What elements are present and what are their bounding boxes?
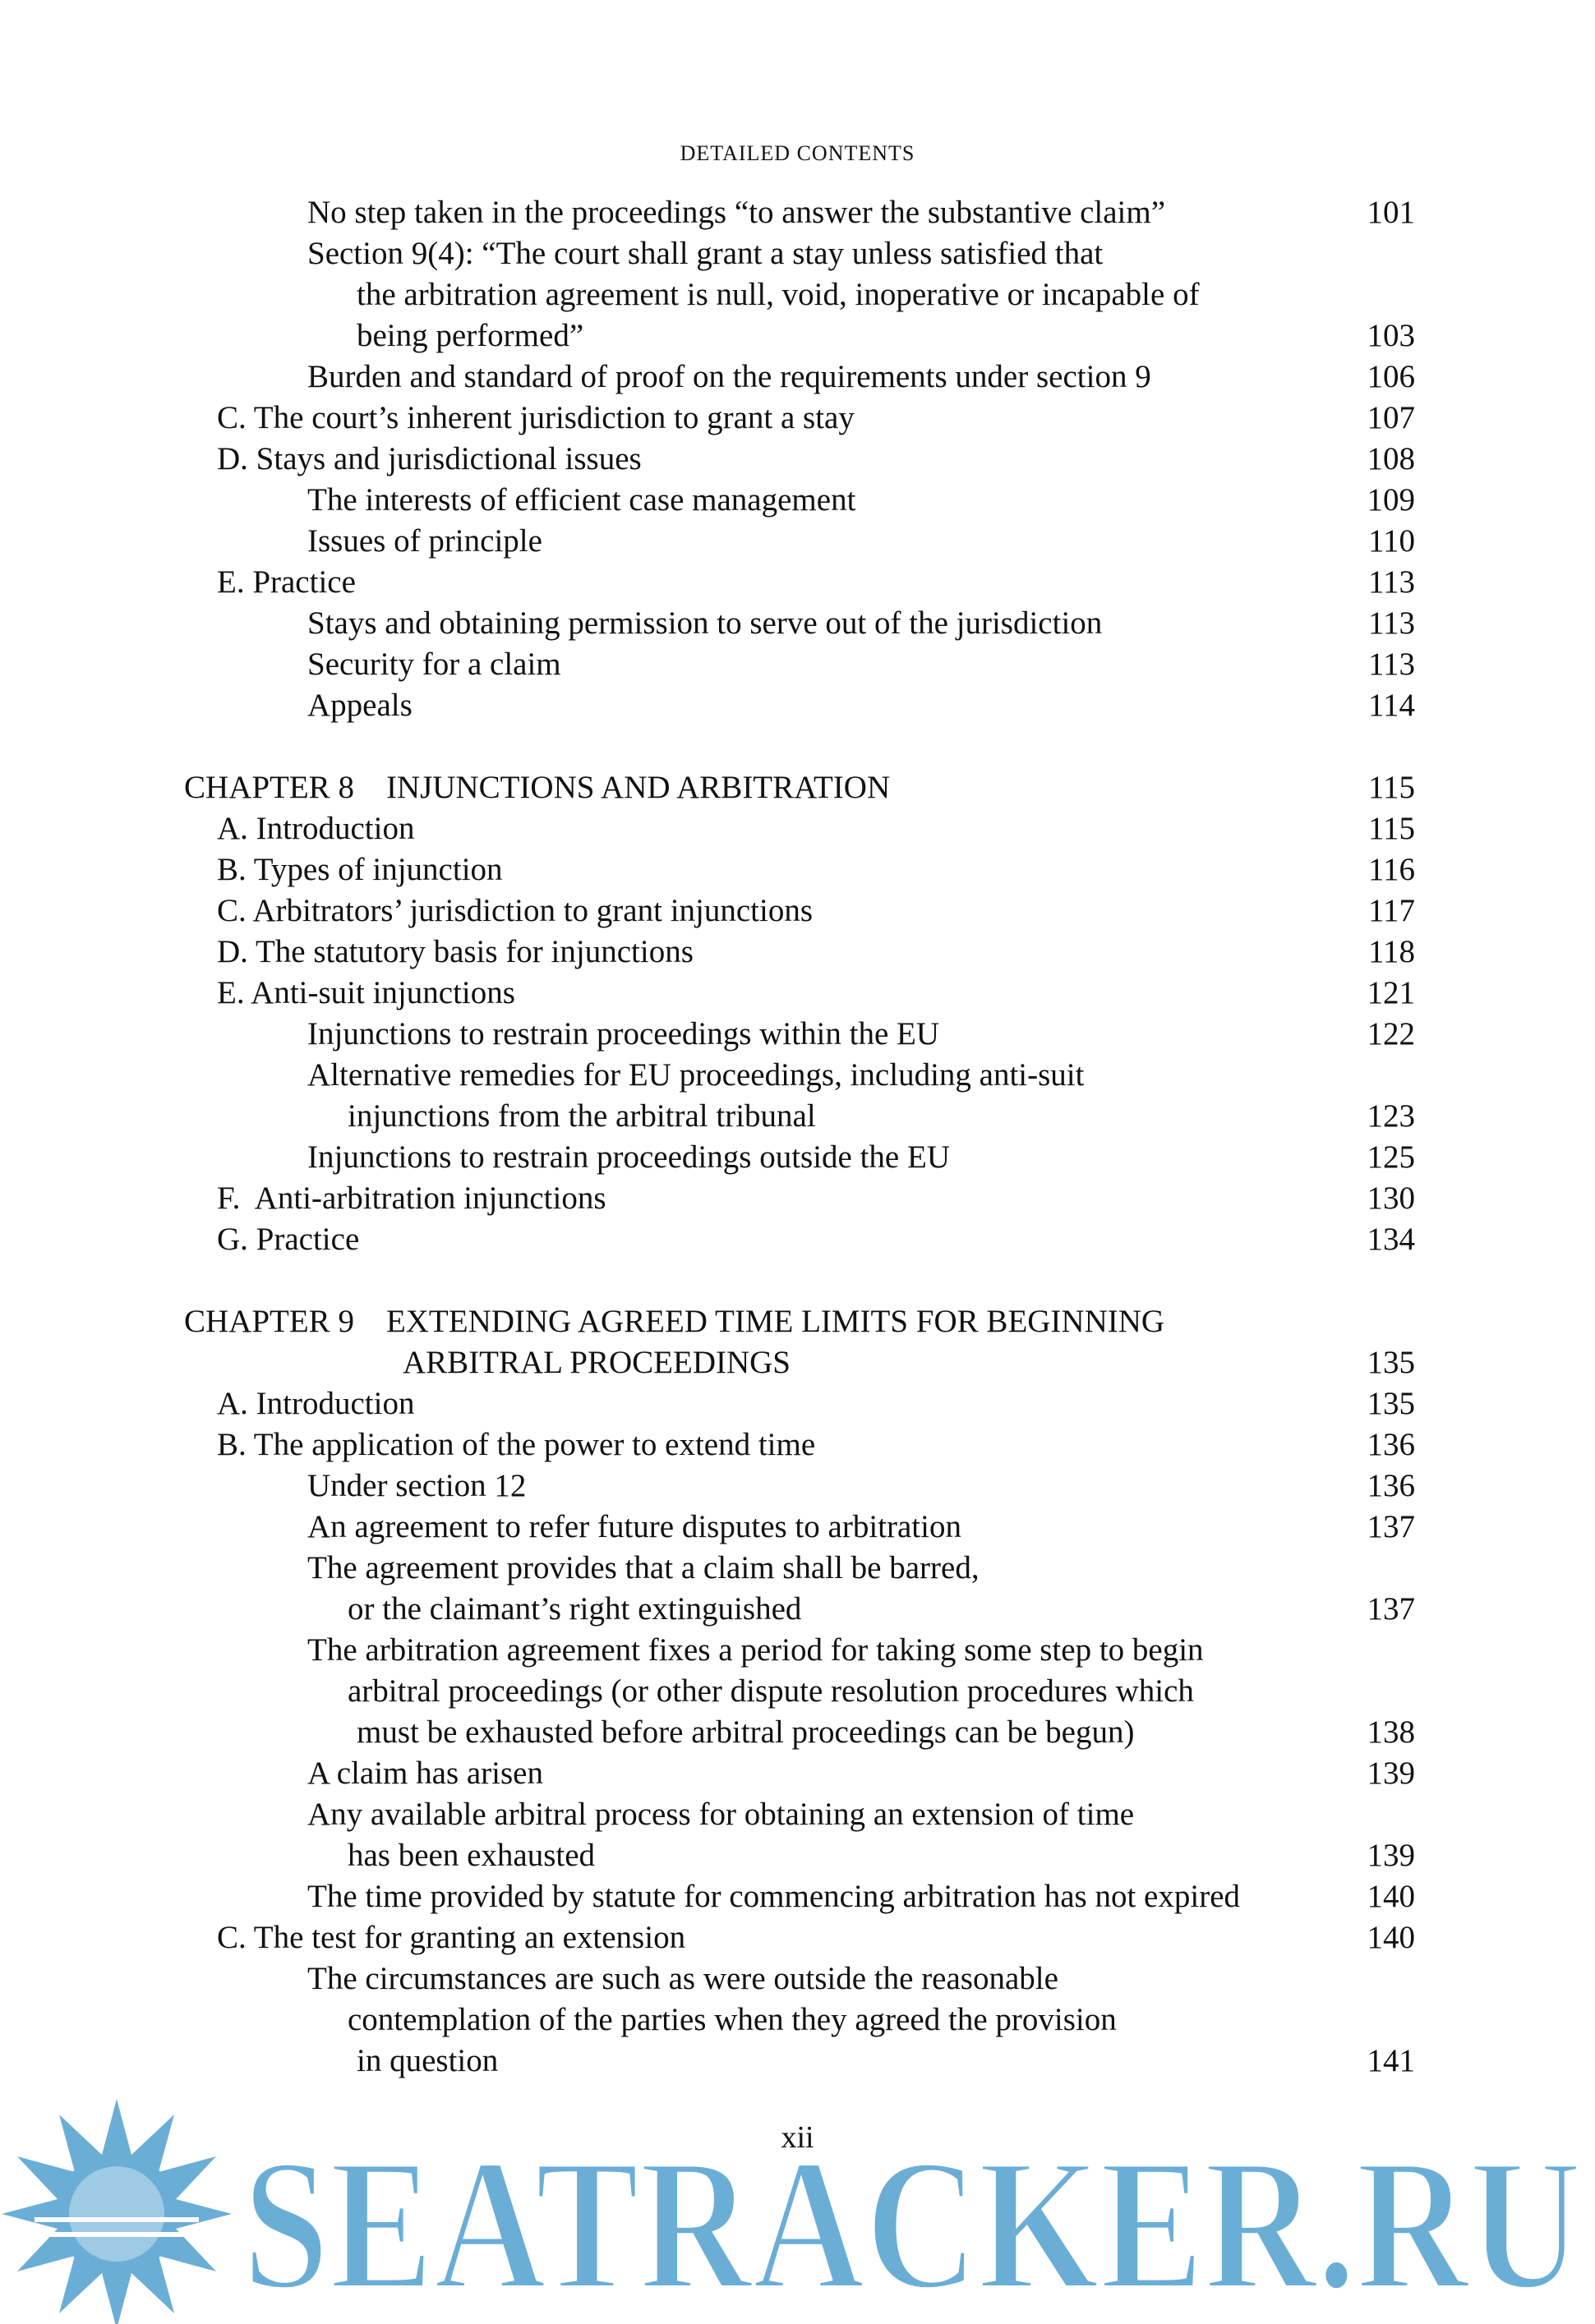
toc-entry-page: 141 [1367, 2043, 1415, 2078]
toc-entry-text: An agreement to refer future disputes to arbitration [307, 1509, 961, 1544]
toc-entry-text: D. Stays and jurisdictional issues [217, 441, 642, 476]
toc-entry-text: G. Practice [217, 1222, 360, 1257]
chapter-heading [0, 1301, 1595, 1342]
toc-entry-page: 109 [1367, 482, 1415, 518]
toc-entry-text: Burden and standard of proof on the requirements under section 9 [307, 359, 1151, 394]
toc-entry-page: 113 [1367, 605, 1415, 641]
toc-entry-page: 137 [1367, 1591, 1415, 1627]
toc-entry-page: 103 [1367, 318, 1415, 353]
toc-entry-text: The interests of efficient case management [307, 482, 856, 518]
toc-entry-page: 107 [1367, 400, 1415, 435]
toc-entry-text: ARBITRAL PROCEEDINGS [403, 1345, 791, 1380]
toc-entry-page: 130 [1367, 1180, 1415, 1216]
toc-entry-text: A claim has arisen [307, 1756, 543, 1791]
toc-entry-page: 113 [1367, 564, 1415, 600]
toc-entry [0, 1712, 1595, 1753]
toc-entry-text: the arbitration agreement is null, void, inoperative or incapable of [357, 277, 1200, 312]
toc-entry-text: injunctions from the arbitral tribunal [348, 1098, 816, 1134]
toc-entry-text: CHAPTER 9 EXTENDING AGREED TIME LIMITS FOR BEGINNING [184, 1304, 1165, 1339]
toc-entry-page: 125 [1367, 1139, 1415, 1175]
toc-entry-page: 117 [1367, 893, 1415, 928]
toc-entry [0, 1917, 1595, 1958]
toc-entry [0, 808, 1595, 849]
toc-entry [0, 1589, 1595, 1630]
toc-entry [0, 644, 1595, 685]
toc-entry [0, 1671, 1595, 1712]
toc-entry [0, 1014, 1595, 1055]
toc-entry [0, 1466, 1595, 1507]
toc-entry [0, 973, 1595, 1014]
page-number: xii [781, 2120, 814, 2155]
toc-entry [0, 1630, 1595, 1671]
toc-entry-text: E. Anti-suit injunctions [217, 975, 515, 1010]
toc-entry-page: 122 [1367, 1016, 1415, 1052]
toc-entry-text: arbitral proceedings (or other dispute resolution procedures which [348, 1673, 1194, 1709]
toc-entry [0, 1178, 1595, 1219]
toc-entry [0, 1096, 1595, 1137]
toc-entry-text: E. Practice [217, 564, 356, 600]
toc-entry-page: 101 [1367, 195, 1415, 230]
toc-entry-text: has been exhausted [348, 1838, 596, 1873]
toc-entry-page: 139 [1367, 1756, 1415, 1791]
toc-entry [0, 1507, 1595, 1548]
toc-entry [0, 932, 1595, 973]
toc-entry-text: A. Introduction [217, 811, 415, 846]
toc-entry-page: 136 [1367, 1468, 1415, 1503]
toc-entry-text: Section 9(4): “The court shall grant a stay unless satisfied that [307, 236, 1104, 271]
toc-entry-page: 118 [1367, 934, 1415, 969]
toc-entry-text: in question [357, 2043, 499, 2078]
chapter-heading-continued [0, 1342, 1595, 1383]
toc-entry [0, 1055, 1595, 1096]
toc-entry-text: F. Anti-arbitration injunctions [217, 1180, 606, 1216]
toc-entry [0, 1753, 1595, 1794]
toc-entry-page: 139 [1367, 1838, 1415, 1873]
toc-entry [0, 439, 1595, 480]
toc-entry-page: 140 [1367, 1879, 1415, 1914]
toc-entry [0, 1383, 1595, 1424]
toc-entry-page: 116 [1367, 852, 1415, 887]
watermark [0, 2087, 1595, 2324]
toc-entry [0, 1424, 1595, 1466]
toc-entry-page: 106 [1367, 359, 1415, 394]
toc-entry-text: contemplation of the parties when they agreed the provision [348, 2002, 1117, 2037]
toc-entry-text: Injunctions to restrain proceedings outside the EU [307, 1139, 950, 1175]
toc-entry-text: Appeals [307, 688, 413, 723]
toc-entry [0, 1794, 1595, 1835]
toc-entry [0, 1958, 1595, 2000]
toc-entry [0, 890, 1595, 932]
toc-entry [0, 357, 1595, 398]
toc-entry-text: C. The court’s inherent jurisdiction to grant a stay [217, 400, 855, 435]
toc-entry-text: The circumstances are such as were outside the reasonable [307, 1961, 1058, 1996]
toc-entry-text: C. The test for granting an extension [217, 1920, 686, 1955]
toc-entry [0, 1219, 1595, 1260]
toc-entry-page: 136 [1367, 1427, 1415, 1462]
toc-entry-text: Any available arbitral process for obtaining an extension of time [307, 1797, 1135, 1832]
toc-entry [0, 274, 1595, 315]
watermark-text: SEATRACKER.RU [242, 2119, 1582, 2324]
toc-entry-text: The arbitration agreement fixes a period for taking some step to begin [307, 1632, 1204, 1668]
toc-entry-text: Stays and obtaining permission to serve out of the jurisdiction [307, 605, 1103, 641]
toc-entry-page: 135 [1367, 1345, 1415, 1380]
toc-entry-text: D. The statutory basis for injunctions [217, 934, 694, 969]
toc-entry-page: 108 [1367, 441, 1415, 476]
toc-entry [0, 2041, 1595, 2082]
running-header: DETAILED CONTENTS [680, 141, 915, 165]
toc-entry [0, 521, 1595, 562]
toc-entry-text: Injunctions to restrain proceedings within the EU [307, 1016, 939, 1052]
toc-entry [0, 1137, 1595, 1178]
toc-entry [0, 849, 1595, 890]
toc-entry-page: 110 [1367, 523, 1415, 559]
sun-burst-icon [2, 2099, 232, 2324]
toc-entry-text: The time provided by statute for commencing arbitration has not expired [307, 1879, 1240, 1914]
toc-entry [0, 192, 1595, 233]
toc-entry-page: 134 [1367, 1222, 1415, 1257]
toc-entry-text: B. The application of the power to extend time [217, 1427, 816, 1462]
toc-entry [0, 562, 1595, 603]
toc-entry [0, 233, 1595, 274]
toc-entry-text: The agreement provides that a claim shall be barred, [307, 1550, 980, 1585]
toc-entry-page: 115 [1367, 770, 1415, 805]
toc-entry-page: 121 [1367, 975, 1415, 1010]
toc-entry-text: Under section 12 [307, 1468, 527, 1503]
toc-entry [0, 1835, 1595, 1876]
toc-entry-text: being performed” [357, 318, 584, 353]
toc-entry-page: 114 [1367, 688, 1415, 723]
toc-entry-text: A. Introduction [217, 1386, 415, 1421]
toc-entry [0, 1548, 1595, 1589]
toc-entry-page: 137 [1367, 1509, 1415, 1544]
toc-entry-page: 135 [1367, 1386, 1415, 1421]
toc-entry-page: 115 [1367, 811, 1415, 846]
toc-entry-text: or the claimant’s right extinguished [348, 1591, 802, 1627]
toc-entry [0, 398, 1595, 439]
toc-entry-text: CHAPTER 8 INJUNCTIONS AND ARBITRATION [184, 770, 891, 805]
toc-entry-text: Issues of principle [307, 523, 542, 559]
toc-entry [0, 2000, 1595, 2041]
toc-entry-text: No step taken in the proceedings “to answer the substantive claim” [307, 195, 1166, 230]
toc-entry [0, 1876, 1595, 1917]
toc-entry-page: 113 [1367, 647, 1415, 682]
toc-entry-text: Alternative remedies for EU proceedings, including anti-suit [307, 1057, 1085, 1093]
toc-entry-text: C. Arbitrators’ jurisdiction to grant injunctions [217, 893, 814, 928]
toc-entry [0, 685, 1595, 726]
toc-entry [0, 603, 1595, 644]
toc-entry-page: 123 [1367, 1098, 1415, 1134]
toc-entry [0, 315, 1595, 357]
toc-entry-text: B. Types of injunction [217, 852, 503, 887]
chapter-heading [0, 767, 1595, 808]
toc-entry-text: Security for a claim [307, 647, 561, 682]
toc-entry-text: must be exhausted before arbitral proceedings can be begun) [357, 1714, 1135, 1750]
toc-entry-page: 138 [1367, 1714, 1415, 1750]
toc-entry [0, 480, 1595, 521]
toc-entry-page: 140 [1367, 1920, 1415, 1955]
